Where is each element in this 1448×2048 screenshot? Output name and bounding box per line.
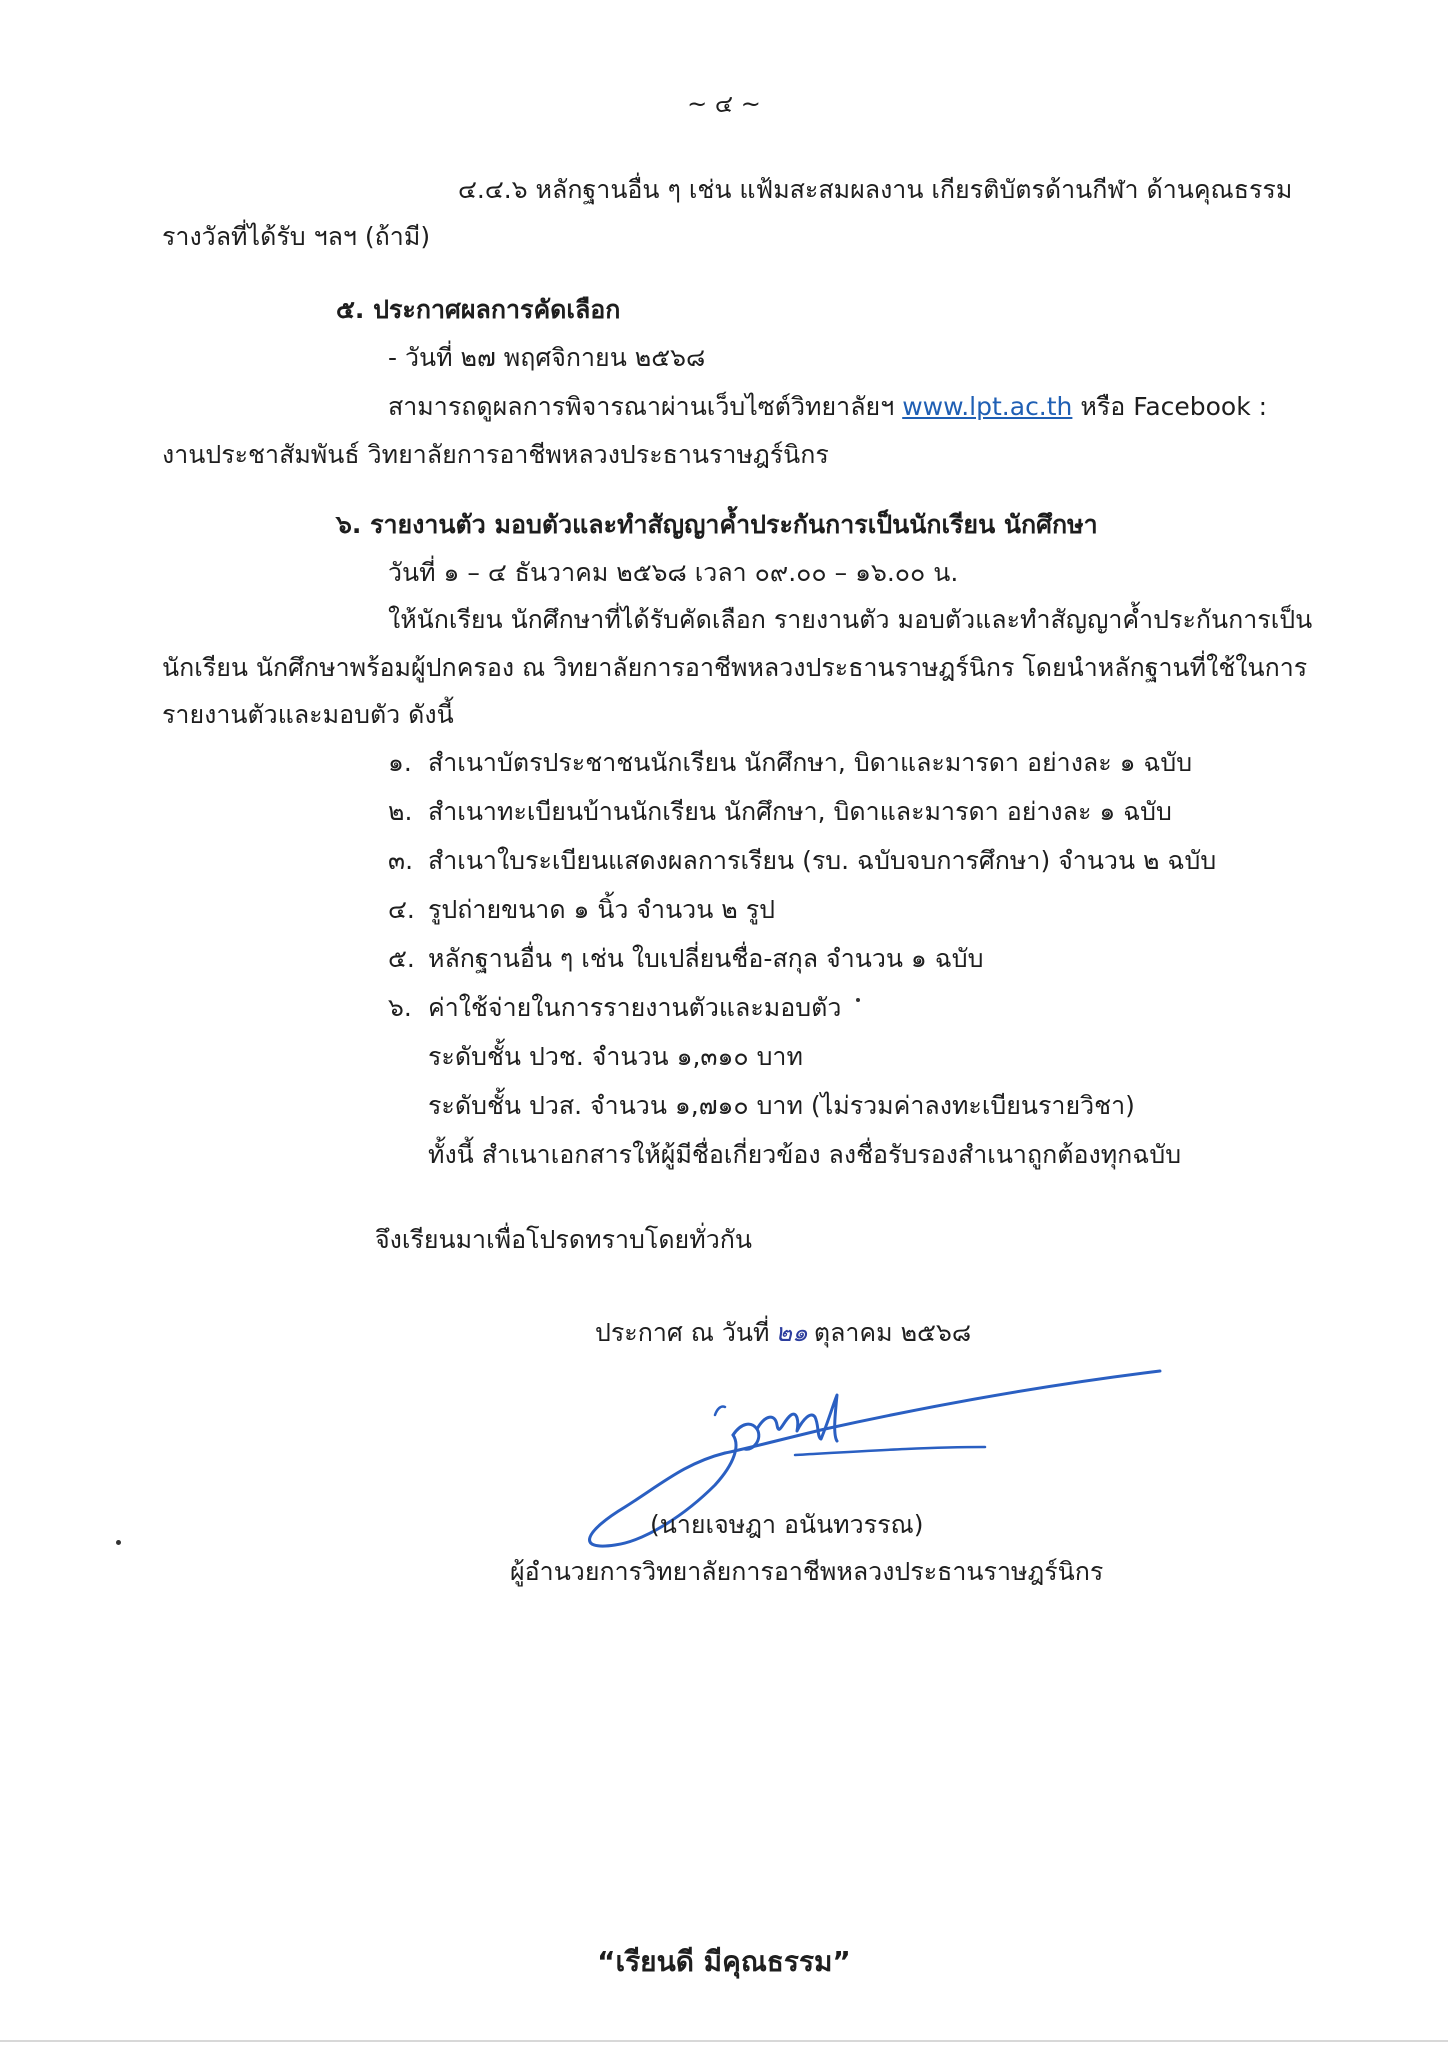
list-item-text: สำเนาใบระเบียนแสดงผลการเรียน (รบ. ฉบับจบการศึกษา) จำนวน ๒ ฉบับ bbox=[428, 846, 1217, 875]
announcement-date bbox=[595, 1318, 971, 1348]
list-item-text: สำเนาทะเบียนบ้านนักเรียน นักศึกษา, บิดาและมารดา อย่างละ ๑ ฉบับ bbox=[428, 797, 1172, 826]
section6-para-line2: นักเรียน นักศึกษาพร้อมผู้ปกครอง ณ วิทยาลัยการอาชีพหลวงประธานราษฎร์นิกร โดยนำหลักฐานที่ใช้ในการ bbox=[162, 653, 1308, 682]
list-item-6 bbox=[388, 993, 841, 1023]
scan-speck bbox=[856, 998, 860, 1002]
section6-date: วันที่ ๑ – ๔ ธันวาคม ๒๕๖๘ เวลา ๐๙.๐๐ – ๑๖.๐๐ น. bbox=[388, 558, 959, 587]
section5-line2: งานประชาสัมพันธ์ วิทยาลัยการอาชีพหลวงประธานราษฎร์นิกร bbox=[162, 440, 829, 469]
signature-stroke bbox=[757, 1395, 837, 1441]
list-item-text: รูปถ่ายขนาด ๑ นิ้ว จำนวน ๒ รูป bbox=[428, 895, 775, 924]
copy-note: ทั้งนี้ สำเนาเอกสารให้ผู้มีชื่อเกี่ยวข้อง ลงชื่อรับรองสำเนาถูกต้องทุกฉบับ bbox=[428, 1140, 1182, 1169]
announcement-prefix: ประกาศ ณ วันที่ bbox=[595, 1318, 770, 1347]
signature-stroke bbox=[725, 1371, 1160, 1453]
website-link[interactable]: www.lpt.ac.th bbox=[902, 392, 1073, 421]
signature-stroke bbox=[795, 1447, 985, 1455]
section5-line1 bbox=[388, 392, 1267, 422]
list-item-number: ๕. bbox=[388, 944, 415, 973]
list-item-5 bbox=[388, 944, 983, 974]
list-item-4 bbox=[388, 895, 775, 925]
list-item-2 bbox=[388, 797, 1172, 827]
section6-para-line3: รายงานตัวและมอบตัว ดังนี้ bbox=[162, 700, 454, 729]
list-item-number: ๑. bbox=[388, 748, 412, 777]
announcement-suffix: ตุลาคม ๒๕๖๘ bbox=[813, 1318, 972, 1347]
scan-edge bbox=[0, 2040, 1448, 2042]
section5-line1-suffix: หรือ Facebook : bbox=[1080, 392, 1268, 421]
page-number: ~ ๔ ~ bbox=[687, 90, 761, 118]
section6-para-line1: ให้นักเรียน นักศึกษาที่ได้รับคัดเลือก รายงานตัว มอบตัวและทำสัญญาค้ำประกันการเป็น bbox=[388, 605, 1313, 634]
list-item-number: ๓. bbox=[388, 846, 414, 875]
fee-pvc: ระดับชั้น ปวช. จำนวน ๑,๓๑๐ บาท bbox=[428, 1042, 803, 1071]
item-4-4-6-line1: ๔.๔.๖ หลักฐานอื่น ๆ เช่น แฟ้มสะสมผลงาน เกียรติบัตรด้านกีฬา ด้านคุณธรรม bbox=[458, 175, 1293, 204]
list-item-text: หลักฐานอื่น ๆ เช่น ใบเปลี่ยนชื่อ-สกุล จำนวน ๑ ฉบับ bbox=[428, 944, 984, 973]
signatory-position: ผู้อำนวยการวิทยาลัยการอาชีพหลวงประธานราษฎร์นิกร bbox=[510, 1557, 1104, 1586]
list-item-number: ๔. bbox=[388, 895, 415, 924]
section5-heading: ๕. ประกาศผลการคัดเลือก bbox=[336, 295, 621, 324]
motto: “เรียนดี มีคุณธรรม” bbox=[597, 1945, 851, 1978]
signatory-name: (นายเจษฎา อนันทวรรณ) bbox=[650, 1510, 924, 1539]
list-item-text: ค่าใช้จ่ายในการรายงานตัวและมอบตัว bbox=[428, 993, 842, 1022]
signature-stroke bbox=[715, 1406, 725, 1415]
scan-speck bbox=[116, 1540, 121, 1545]
list-item-number: ๖. bbox=[388, 993, 412, 1022]
closing-text: จึงเรียนมาเพื่อโปรดทราบโดยทั่วกัน bbox=[375, 1225, 752, 1254]
list-item-3 bbox=[388, 846, 1216, 876]
list-item-text: สำเนาบัตรประชาชนนักเรียน นักศึกษา, บิดาและมารดา อย่างละ ๑ ฉบับ bbox=[428, 748, 1193, 777]
fee-pvs: ระดับชั้น ปวส. จำนวน ๑,๗๑๐ บาท (ไม่รวมค่าลงทะเบียนรายวิชา) bbox=[428, 1091, 1135, 1120]
handwritten-day: ๒๑ bbox=[775, 1318, 808, 1347]
section5-date: - วันที่ ๒๗ พฤศจิกายน ๒๕๖๘ bbox=[388, 343, 706, 372]
section5-line1-prefix: สามารถดูผลการพิจารณาผ่านเว็บไซต์วิทยาลัยฯ bbox=[388, 392, 895, 421]
list-item-1 bbox=[388, 748, 1192, 778]
list-item-number: ๒. bbox=[388, 797, 413, 826]
item-4-4-6-line2: รางวัลที่ได้รับ ฯลฯ (ถ้ามี) bbox=[162, 222, 431, 251]
section6-heading: ๖. รายงานตัว มอบตัวและทำสัญญาค้ำประกันการเป็นนักเรียน นักศึกษา bbox=[336, 510, 1098, 539]
